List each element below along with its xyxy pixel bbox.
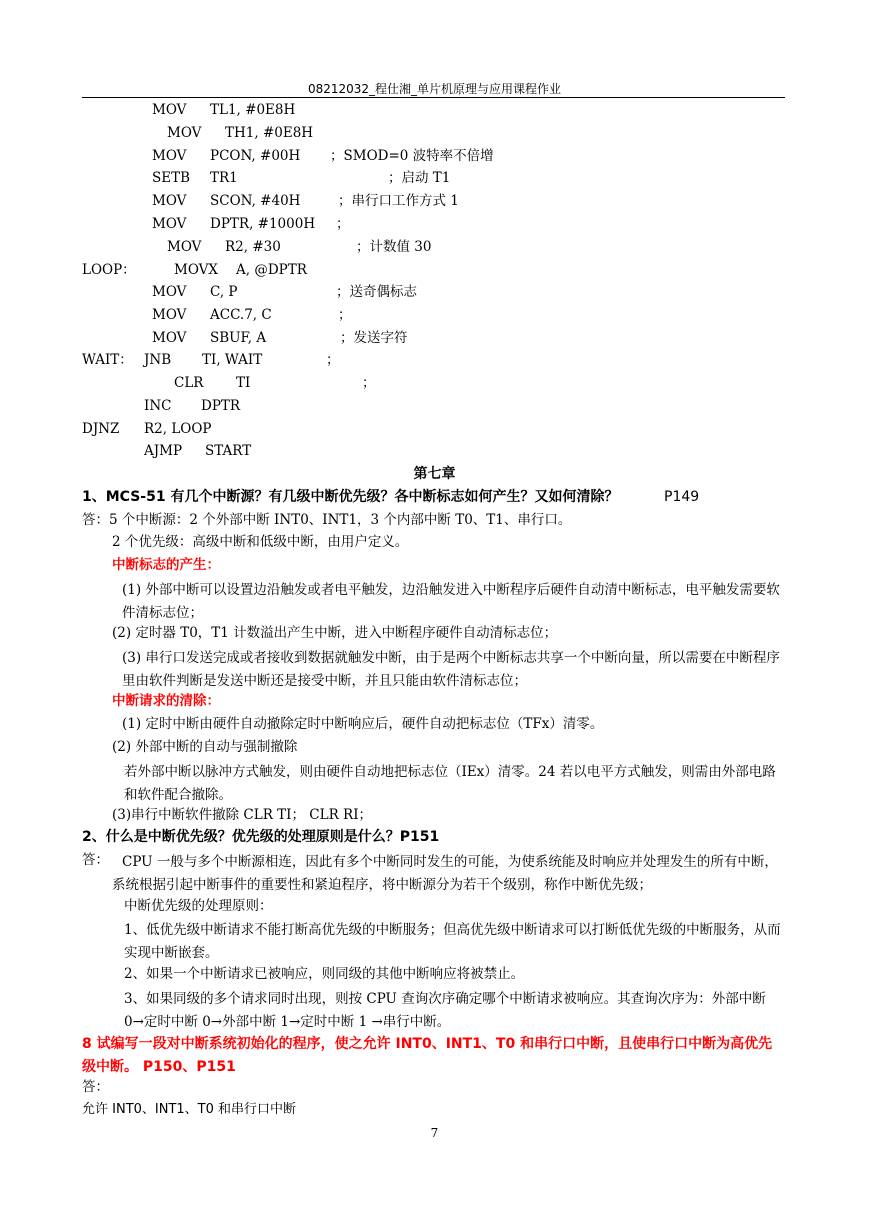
code-arg: C, P	[210, 284, 238, 300]
code-op: INC	[144, 398, 172, 414]
code-op: MOV	[152, 102, 187, 118]
code-op: MOV	[152, 284, 187, 300]
section-heading-generation: 中断标志的产生：	[112, 557, 220, 573]
answer-line: (1) 定时中断由硬件自动撤除定时中断响应后，硬件自动把标志位（TFx）清零。	[122, 716, 604, 732]
answer-paragraph: CPU 一般与多个中断源相连，因此有多个中断同时发生的可能，为使系统能及时响应并处理发生的所有中断，系统根据引起中断事件的重要性和紧迫程序，将中断源分为若干个级别，称作中断优先级；	[112, 854, 778, 893]
question-1-page-ref: P149	[664, 489, 700, 505]
answer-line: 中断优先级的处理原则：	[124, 898, 273, 914]
code-label: WAIT：	[82, 352, 133, 368]
code-comment: ；	[362, 375, 376, 391]
code-arg: R2, LOOP	[144, 421, 212, 437]
section-heading-clearing: 中断请求的清除：	[112, 693, 220, 709]
code-comment: ；计数值 30	[356, 239, 432, 255]
code-op: MOV	[152, 216, 187, 232]
code-comment: ；	[326, 352, 340, 368]
page-number: 7	[430, 1126, 439, 1140]
code-op: MOV	[167, 239, 202, 255]
code-arg: A, @DPTR	[236, 262, 307, 278]
answer-prefix: 答：	[82, 1079, 109, 1095]
code-arg: TI	[236, 375, 251, 391]
code-arg: ACC.7, C	[210, 307, 272, 323]
rule-1: 1、低优先级中断请求不能打断高优先级的中断服务；但高优先级中断请求可以打断低优先级的中断服务，从而实现中断嵌套。	[124, 922, 781, 961]
rule-3: 3、如果同级的多个请求同时出现，则按 CPU 查询次序确定哪个中断请求被响应。其查询次序为：外部中断 0→定时中断 0→外部中断 1→定时中断 1 →串行中断。	[124, 991, 766, 1030]
answer-line: 答：5 个中断源：2 个外部中断 INT0、INT1，3 个内部中断 T0、T1、串行口。	[82, 512, 572, 528]
question-2-title: 2、什么是中断优先级？优先级的处理原则是什么？P151	[82, 829, 440, 845]
code-op: MOVX	[174, 262, 219, 278]
code-arg: TL1, #0E8H	[210, 102, 296, 118]
code-arg: TR1	[210, 170, 238, 186]
code-comment: ；SMOD=0 波特率不倍增	[330, 148, 494, 164]
code-comment: ；	[338, 307, 352, 323]
code-op: AJMP	[144, 443, 183, 459]
code-arg: SCON, #40H	[210, 193, 301, 209]
code-op: MOV	[152, 330, 187, 346]
code-comment: ；启动 T1	[388, 170, 451, 186]
code-label: LOOP：	[82, 262, 136, 278]
answer-line: 2 个优先级：高级中断和低级中断，由用户定义。	[112, 534, 409, 550]
code-op: MOV	[167, 125, 202, 141]
answer-paragraph: (3) 串行口发送完成或者接收到数据就触发中断，由于是两个中断标志共享一个中断向量，所以需要在中断程序里由软件判断是发送中断还是接受中断，并且只能由软件清标志位；	[122, 650, 780, 689]
code-op: SETB	[152, 170, 191, 186]
code-op: MOV	[152, 307, 187, 323]
code-op: CLR	[174, 375, 204, 391]
code-comment: ；串行口工作方式 1	[338, 193, 459, 209]
answer-paragraph: 若外部中断以脉冲方式触发，则由硬件自动地把标志位（IEx）清零。24 若以电平方式触发，则需由外部电路和软件配合撤除。	[124, 764, 776, 803]
code-arg: R2, #30	[225, 239, 281, 255]
code-arg: START	[205, 443, 252, 459]
code-arg: DPTR, #1000H	[210, 216, 316, 232]
code-arg: TI, WAIT	[202, 352, 263, 368]
answer-line: (3)串行中断软件撤除 CLR TI； CLR RI；	[112, 807, 373, 823]
code-label: DJNZ	[82, 421, 120, 437]
code-op: MOV	[152, 193, 187, 209]
page-header: 08212032_程仕湘_单片机原理与应用课程作业	[307, 82, 562, 96]
code-arg: TH1, #0E8H	[225, 125, 314, 141]
answer-line: (2) 外部中断的自动与强制撤除	[112, 739, 298, 755]
code-arg: DPTR	[201, 398, 241, 414]
code-comment: ；发送字符	[340, 330, 408, 346]
code-comment: ；	[336, 216, 350, 232]
code-op: JNB	[144, 352, 172, 368]
answer-paragraph: (1) 外部中断可以设置边沿触发或者电平触发，边沿触发进入中断程序后硬件自动清中断标志，电平触发需要软件清标志位；	[122, 582, 780, 621]
code-arg: SBUF, A	[210, 330, 267, 346]
rule-2: 2、如果一个中断请求已被响应，则同级的其他中断响应将被禁止。	[124, 966, 525, 982]
answer-line: (2) 定时器 T0，T1 计数溢出产生中断，进入中断程序硬件自动清标志位；	[112, 625, 558, 641]
code-comment: ；送奇偶标志	[336, 284, 417, 300]
answer-line: 允许 INT0、INT1、T0 和串行口中断	[82, 1102, 297, 1117]
chapter-title: 第七章	[413, 466, 456, 482]
question-8-title: 8 试编写一段对中断系统初始化的程序，使之允许 INT0、INT1、T0 和串行口中断，且使串行口中断为高优先级中断。 P150、P151	[82, 1036, 773, 1075]
question-1-title: 1、MCS-51 有几个中断源？有几级中断优先级？各中断标志如何产生？又如何清除？	[82, 489, 619, 505]
code-op: MOV	[152, 148, 187, 164]
header-rule	[82, 97, 785, 98]
code-arg: PCON, #00H	[210, 148, 301, 164]
answer-prefix: 答：	[82, 852, 109, 868]
